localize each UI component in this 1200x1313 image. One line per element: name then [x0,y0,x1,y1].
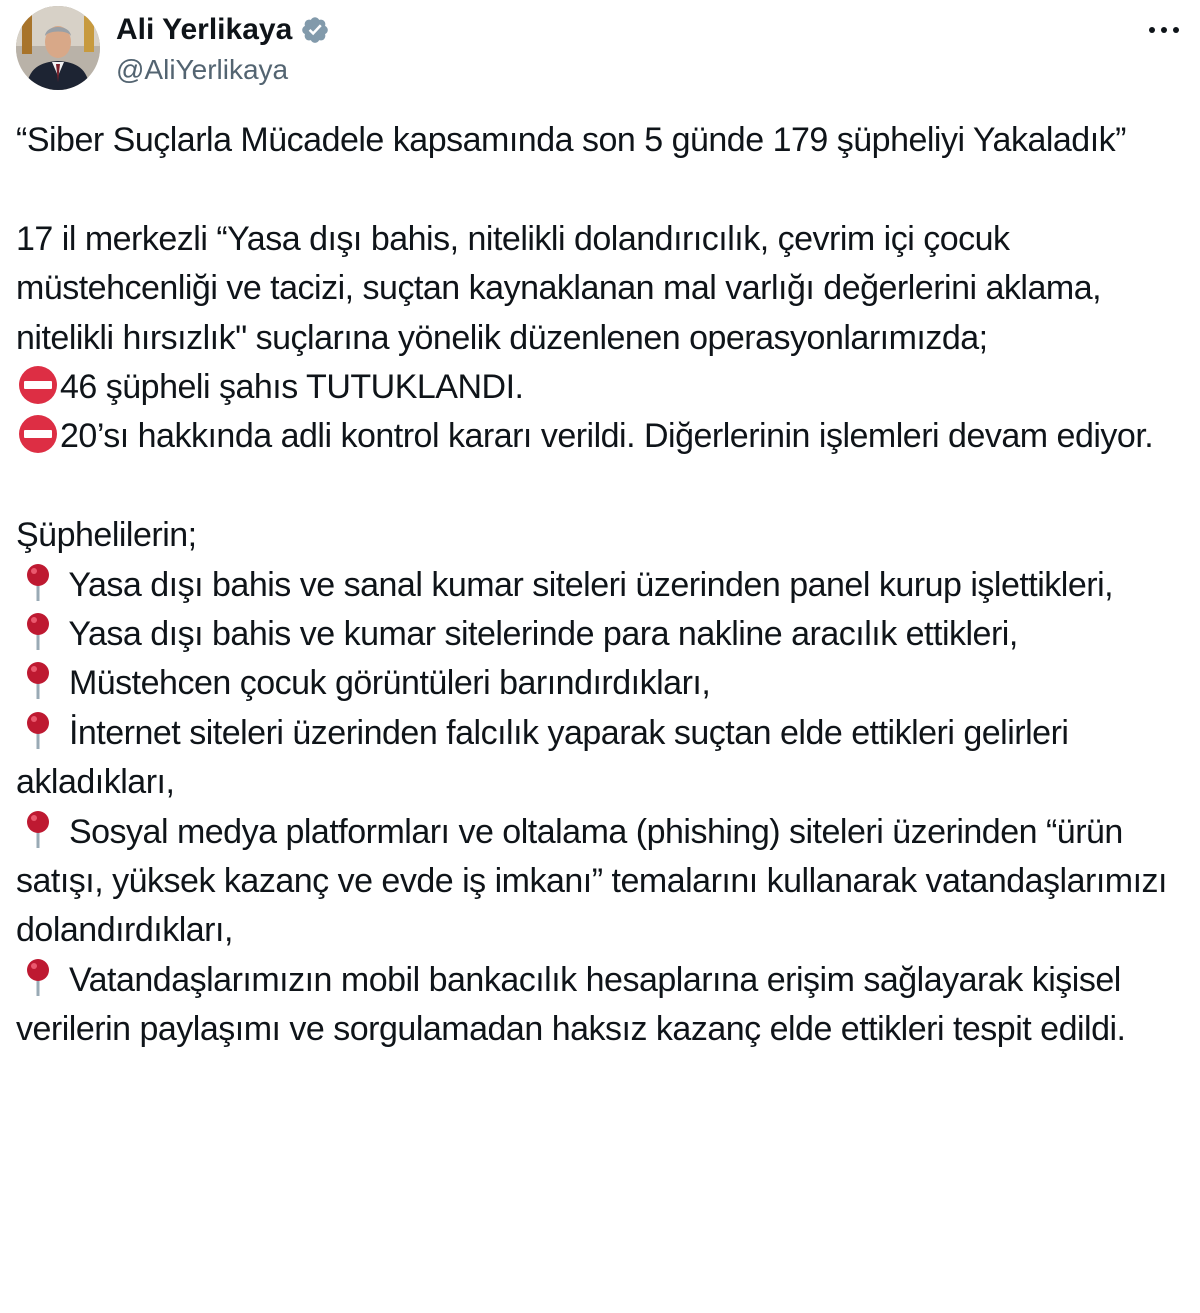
finding-item [16,709,1186,808]
more-options-icon[interactable] [1144,20,1184,40]
result-text: 46 şüpheli şahıs TUTUKLANDI. [60,368,524,407]
name-row [116,10,330,50]
tweet-text [16,116,1186,1055]
result-item [16,412,1186,461]
round-pushpin-icon [16,711,60,751]
profile-photo-icon [16,6,100,90]
round-pushpin-icon [16,612,60,652]
finding-item [16,561,1186,610]
finding-item [16,610,1186,659]
finding-item [16,659,1186,708]
no-entry-icon [16,414,60,454]
finding-item [16,956,1186,1055]
round-pushpin-icon [16,958,60,998]
finding-text: Müstehcen çocuk görüntüleri barındırdıkları, [68,664,711,703]
round-pushpin-icon [16,810,60,850]
no-entry-icon [16,365,60,405]
finding-text: İnternet siteleri üzerinden falcılık yaparak suçtan elde ettikleri gelirleri akladıkları, [16,713,1069,802]
tweet-intro: 17 il merkezli “Yasa dışı bahis, nitelikli dolandırıcılık, çevrim içi çocuk müstehcenliği ve tacizi, suçtan kaynaklanan mal varlığı değerlerini aklama, nitelikli hırsızlık" suçlarına yönelik düzenlenen operasyonlarımızda; [16,219,1102,357]
finding-text: Yasa dışı bahis ve kumar sitelerinde para nakline aracılık ettikleri, [68,615,1018,654]
author-name[interactable]: Ali Yerlikaya [116,13,293,46]
round-pushpin-icon [16,563,60,603]
result-item [16,363,1186,412]
finding-text: Sosyal medya platformları ve oltalama (phishing) siteleri üzerinden “ürün satışı, yüksek kazanç ve evde iş imkanı” temalarını kullanarak vatandaşlarımızı dolandırdıkları, [16,812,1167,950]
tweet-header [16,6,1184,90]
tweet-headline: “Siber Suçlarla Mücadele kapsamında son 5 günde 179 şüpheliyi Yakaladık” [16,121,1126,159]
result-text: 20’sı hakkında adli kontrol kararı verildi. Diğerlerinin işlemleri devam ediyor. [60,417,1154,456]
finding-text: Yasa dışı bahis ve sanal kumar siteleri üzerinden panel kurup işlettikleri, [68,565,1114,604]
round-pushpin-icon [16,661,60,701]
verified-badge-icon[interactable] [300,15,330,45]
suspects-heading: Şüphelilerin; [16,516,197,555]
finding-item [16,808,1186,956]
author-handle[interactable]: @AliYerlikaya [116,54,289,85]
finding-text: Vatandaşlarımızın mobil bankacılık hesaplarına erişim sağlayarak kişisel verilerin paylaşımı ve sorgulamadan haksız kazanç elde ettikleri tespit edildi. [16,960,1126,1049]
avatar[interactable] [16,6,100,90]
author-block [116,10,330,86]
